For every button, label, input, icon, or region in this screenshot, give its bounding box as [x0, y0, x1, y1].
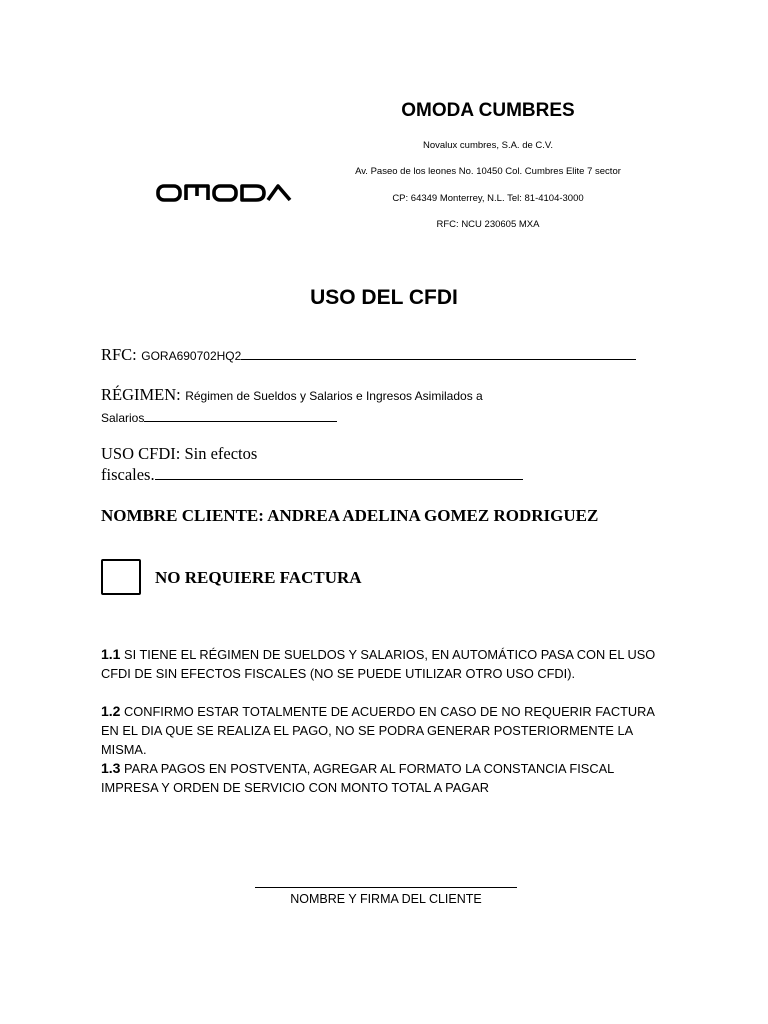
- company-rfc: RFC: NCU 230605 MXA: [436, 219, 540, 230]
- signature-label: NOMBRE Y FIRMA DEL CLIENTE: [290, 892, 482, 906]
- rfc-label: RFC:: [101, 345, 137, 364]
- note-text: SI TIENE EL RÉGIMEN DE SUELDOS Y SALARIOS, EN AUTOMÁTICO PASA CON EL USO CFDI DE SIN EFECTOS FISCALES (NO SE PUEDE UTILIZAR OTRO USO CFDI).: [101, 647, 656, 681]
- omoda-logo: [155, 180, 295, 208]
- rfc-value: GORA690702HQ2: [141, 349, 242, 363]
- cliente-value: ANDREA ADELINA GOMEZ RODRIGUEZ: [267, 506, 599, 525]
- uso-cfdi-value-line2: fiscales.: [101, 465, 155, 484]
- note-item: [101, 645, 671, 683]
- company-cp-phone: CP: 64349 Monterrey, N.L. Tel: 81-4104-3000: [392, 193, 584, 204]
- note-text: CONFIRMO ESTAR TOTALMENTE DE ACUERDO EN CASO DE NO REQUERIR FACTURA EN EL DIA QUE SE REALIZA EL PAGO, NO SE PODRA GENERAR POSTERIORMENTE LA MISMA.: [101, 704, 655, 757]
- note-number: 1.3: [101, 760, 121, 776]
- rfc-underline: [241, 359, 636, 360]
- rfc-field: [101, 345, 636, 365]
- uso-cfdi-value-line1: Sin efectos: [184, 444, 258, 463]
- regimen-value-line2: Salarios: [101, 411, 145, 425]
- company-address: Av. Paseo de los leones No. 10450 Col. Cumbres Elite 7 sector: [355, 166, 621, 177]
- cliente-field: [101, 506, 598, 526]
- uso-cfdi-underline: [155, 479, 523, 480]
- legal-name: Novalux cumbres, S.A. de C.V.: [422, 140, 554, 151]
- note-item: [101, 702, 671, 759]
- document-title: USO DEL CFDI: [310, 286, 458, 309]
- company-name: OMODA CUMBRES: [401, 100, 575, 121]
- regimen-underline: [144, 421, 337, 422]
- signature-line: [255, 887, 517, 888]
- note-text: PARA PAGOS EN POSTVENTA, AGREGAR AL FORMATO LA CONSTANCIA FISCAL IMPRESA Y ORDEN DE SERVICIO CON MONTO TOTAL A PAGAR: [101, 761, 614, 795]
- note-number: 1.1: [101, 646, 121, 662]
- no-factura-checkbox[interactable]: [101, 559, 141, 595]
- regimen-field: [101, 384, 521, 429]
- note-number: 1.2: [101, 703, 121, 719]
- cliente-label: NOMBRE CLIENTE:: [101, 506, 264, 525]
- note-item: [101, 759, 671, 797]
- regimen-label: RÉGIMEN:: [101, 385, 181, 404]
- uso-cfdi-label: USO CFDI:: [101, 444, 181, 463]
- uso-cfdi-field: [101, 443, 541, 485]
- no-factura-label: NO REQUIERE FACTURA: [155, 568, 362, 587]
- regimen-value-line1: Régimen de Sueldos y Salarios e Ingresos Asimilados a: [185, 389, 483, 403]
